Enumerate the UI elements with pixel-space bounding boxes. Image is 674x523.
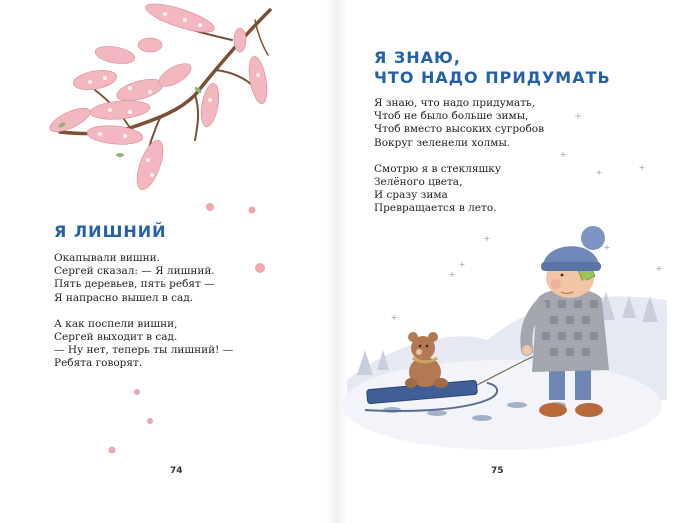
stanza	[54, 318, 233, 371]
poem-line: Сергей выходит в сад.	[54, 331, 178, 344]
cherry-blossom-illustration	[0, 0, 337, 230]
poem-line: — Ну нет, теперь ты лишний! —	[54, 344, 234, 357]
poem-line: И сразу зима	[374, 189, 448, 202]
poem-line: Сергей сказал: — Я лишний.	[54, 265, 215, 278]
page-number-left: 74	[170, 466, 183, 476]
poem-line: Чтоб вместо высоких сугробов	[374, 123, 544, 136]
page-number-right: 75	[491, 466, 504, 476]
winter-child-sled-illustration	[337, 0, 674, 523]
poem-line: Зелёного цвета,	[374, 176, 463, 189]
poem-line: Превращается в лето.	[374, 202, 497, 215]
poem-line: Окапывали вишни.	[54, 252, 160, 264]
poem-line: Я знаю, что надо придумать,	[374, 97, 536, 109]
poem-line: Смотрю я в стекляшку	[374, 162, 502, 175]
poem-line: Пять деревьев, пять ребят —	[54, 278, 215, 291]
poem-title-line: ЧТО НАДО ПРИДУМАТЬ	[374, 68, 611, 87]
poem-title-ya-lishniy: Я ЛИШНИЙ	[54, 222, 167, 241]
poem-title-line: Я ЗНАЮ,	[374, 48, 461, 67]
poem-line: Чтоб не было больше зимы,	[374, 110, 529, 123]
poem-line: Ребята говорят.	[54, 357, 143, 370]
poem-line: А как поспели вишни,	[54, 317, 178, 330]
poem-line: Я напрасно вышел в сад.	[54, 291, 194, 304]
poem-line: Вокруг зеленели холмы.	[374, 136, 511, 149]
stanza	[54, 252, 233, 305]
poem-ya-lishniy	[54, 252, 233, 384]
right-page	[337, 0, 674, 523]
